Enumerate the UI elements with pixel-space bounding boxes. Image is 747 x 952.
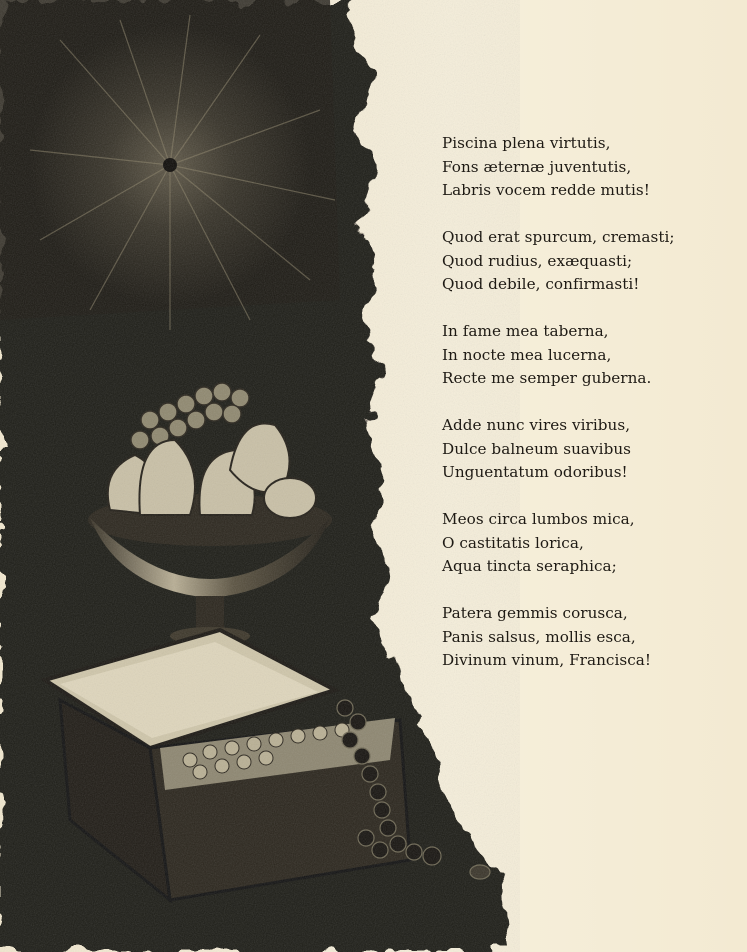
poem-line: Fons æternæ juventutis, (442, 157, 632, 176)
poem-line: Adde nunc vires viribus, (442, 416, 631, 434)
stanza (442, 602, 742, 673)
poem-line: Labris vocem redde mutis! (442, 181, 650, 199)
poem-line: In nocte mea lucerna, (442, 345, 612, 364)
poem-line: Quod erat spurcum, cremasti; (442, 228, 675, 246)
poem-line: Unguentatum odoribus! (442, 463, 628, 481)
poem-line: Panis salsus, mollis esca, (442, 627, 636, 646)
poem-line: Piscina plena virtutis, (442, 134, 611, 152)
poem-line: Patera gemmis corusca, (442, 604, 628, 622)
poem-line: Meos circa lumbos mica, (442, 510, 635, 528)
poem-line: Recte me semper guberna. (442, 369, 652, 387)
poem-text (442, 132, 742, 696)
stanza (442, 320, 742, 391)
poem-line: Dulce balneum suavibus (442, 439, 632, 458)
poem-line: O castitatis lorica, (442, 533, 584, 552)
stanza (442, 414, 742, 485)
poem-line: Quod debile, confirmasti! (442, 275, 640, 293)
stanza (442, 132, 742, 203)
poem-line: Quod rudius, exæquasti; (442, 251, 633, 270)
stanza (442, 226, 742, 297)
poem-line: In fame mea taberna, (442, 322, 609, 340)
stanza (442, 508, 742, 579)
poem-line: Divinum vinum, Francisca! (442, 651, 652, 669)
poem-line: Aqua tincta seraphica; (442, 557, 617, 575)
